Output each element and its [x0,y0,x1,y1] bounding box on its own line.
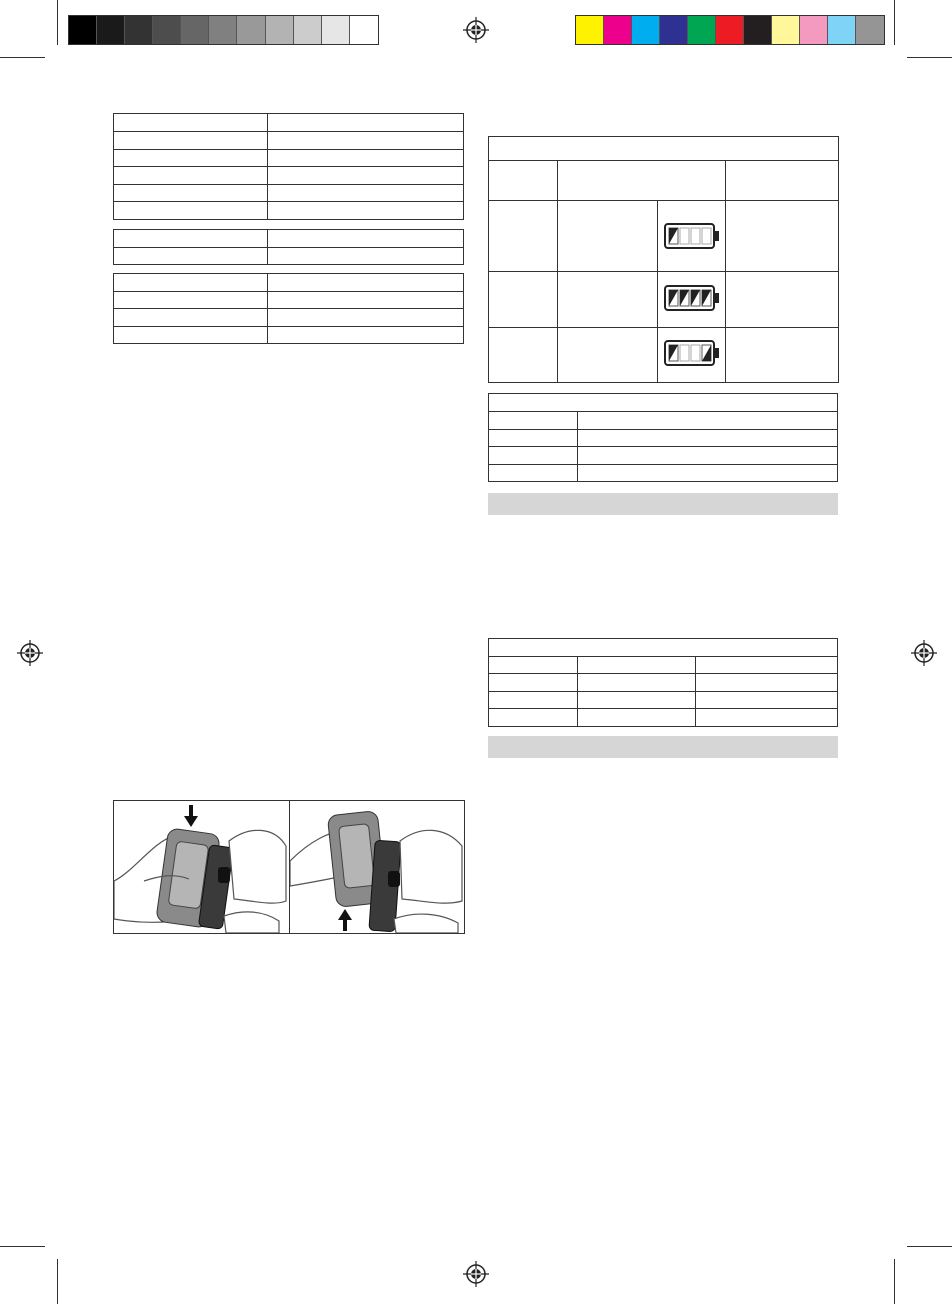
color-swatch [576,16,604,44]
color-swatch [744,16,772,44]
color-swatch [153,16,181,44]
color-swatch [125,16,153,44]
crop-mark [907,57,952,58]
registration-target-icon [911,640,937,666]
remove-battery-illustration [290,801,464,933]
color-swatch [266,16,294,44]
crop-mark [57,1259,58,1304]
spec-table-1 [113,113,464,220]
grayscale-calibration-bar [68,15,379,45]
crop-mark [57,0,58,45]
crop-mark [894,0,895,45]
color-swatch [322,16,350,44]
color-swatch [181,16,209,44]
color-calibration-bar [575,15,885,45]
arrow-up-icon [338,909,352,931]
color-swatch [800,16,828,44]
section-heading-bar [488,493,838,515]
color-swatch [97,16,125,44]
battery-insertion-figure [113,800,465,934]
color-swatch [237,16,265,44]
compatibility-table [488,638,838,727]
crop-mark [907,1246,952,1247]
color-swatch [856,16,884,44]
color-swatch [828,16,856,44]
color-swatch [632,16,660,44]
battery-fault-icon [664,340,720,366]
crop-mark [0,57,45,58]
color-swatch [294,16,322,44]
section-heading-bar [488,736,838,758]
spec-table-3 [113,273,464,344]
spec-table-2 [113,229,464,265]
registration-target-icon [463,1261,489,1287]
registration-target-icon [17,640,43,666]
color-swatch [716,16,744,44]
charging-table [488,393,838,482]
color-swatch [209,16,237,44]
color-swatch [688,16,716,44]
registration-target-icon [463,17,489,43]
arrow-down-icon [184,805,198,827]
color-swatch [660,16,688,44]
insert-battery-illustration [114,801,289,933]
crop-mark [0,1246,45,1247]
battery-low-icon [664,223,720,249]
color-swatch [772,16,800,44]
battery-full-icon [664,285,720,311]
color-swatch [350,16,378,44]
crop-mark [894,1259,895,1304]
color-swatch [69,16,97,44]
color-swatch [604,16,632,44]
